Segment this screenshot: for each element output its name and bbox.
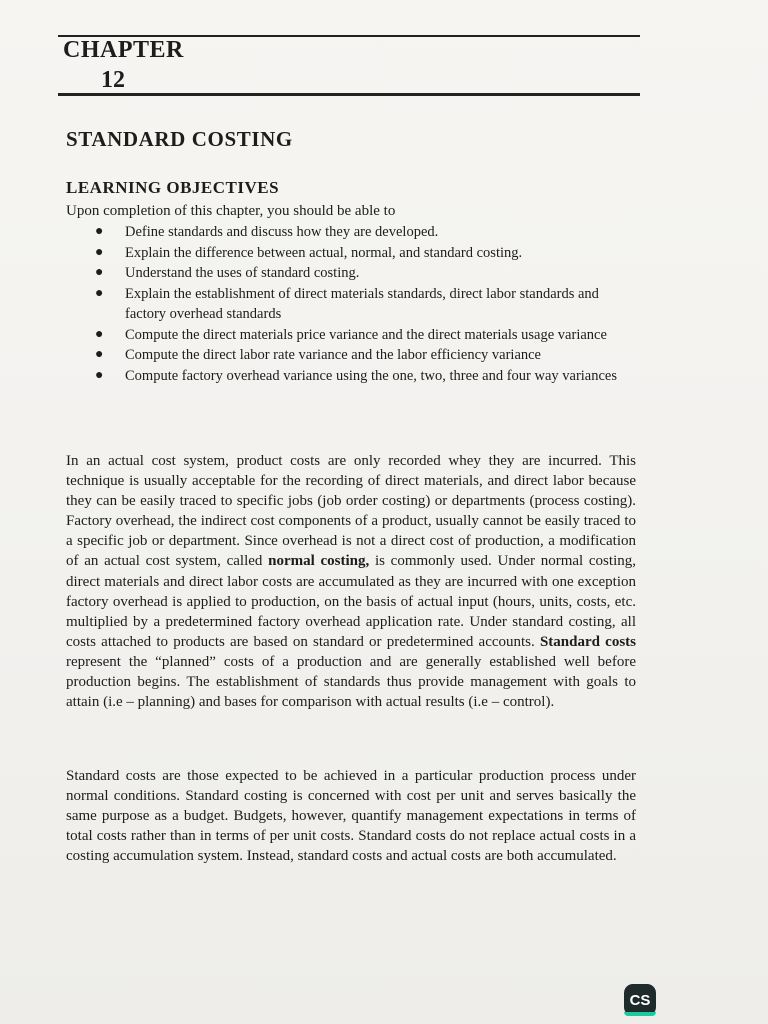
objective-text: Compute the direct labor rate variance and the labor efficiency variance — [125, 347, 541, 363]
objectives-intro: Upon completion of this chapter, you should be able to — [66, 203, 396, 219]
objective-text: Understand the uses of standard costing. — [125, 265, 360, 281]
list-item — [90, 325, 640, 346]
chapter-number: 12 — [101, 67, 125, 93]
bullet-icon: ● — [95, 285, 104, 301]
paragraph-text: is commonly used. Under normal costing, direct materials and direct labor costs are accumulated as they are incurred with one exception factory overhead is applied to production, on the basis of actual input (hours, units, costs, etc. multiplied by a predetermined factory overhead application rate. Under standard costing, all costs attached to products are based on standard or predetermined accounts. — [66, 553, 636, 650]
bottom-rule — [58, 93, 640, 96]
body-paragraph-1 — [66, 451, 636, 712]
paragraph-text: In an actual cost system, product costs are only recorded whey they are incurred. This technique is usually acceptable for the recording of direct materials, and direct labor because they can be easily traced to specific jobs (job order costing) or departments (process costing). Factory overhead, the indirect cost components of a product, usually cannot be easily traced to a specific job or department. Since overhead is not a direct cost of production, a modification of an actual cost system, called — [66, 453, 636, 570]
objective-text: Compute factory overhead variance using the one, two, three and four way variances — [125, 367, 618, 384]
bold-term: normal costing, — [268, 553, 370, 570]
body-paragraph-2: Standard costs are those expected to be achieved in a particular production process under normal conditions. Standard costing is concerned with cost per unit and serves basically the same purpose as a budget. Budgets, however, quantify management expectations in terms of total costs rather than in terms of per unit costs. Standard costs do not replace actual costs in a costing accumulation system. Instead, standard costs and actual costs are both accumulated. — [66, 768, 636, 865]
page-title: STANDARD COSTING — [66, 127, 293, 151]
paragraph-text: represent the “planned” costs of a production and are generally established well before production begins. The establishment of standards thus provide management with goals to attain (i.e – planning) and bases for comparison with actual results (i.e – control). — [66, 653, 636, 711]
bullet-icon: ● — [95, 347, 104, 362]
list-item — [90, 345, 640, 366]
list-item — [90, 284, 640, 325]
camscanner-logo-icon: CS — [624, 984, 656, 1016]
objectives-heading: LEARNING OBJECTIVES — [66, 178, 280, 197]
objective-text: Compute the direct materials price variance and the direct materials usage variance — [125, 326, 607, 343]
list-item — [90, 263, 640, 284]
objective-text: Define standards and discuss how they are developed. — [125, 224, 439, 240]
bullet-icon: ● — [95, 224, 104, 239]
chapter-label: CHAPTER — [63, 37, 184, 63]
bullet-icon: ● — [95, 265, 104, 280]
list-item — [90, 222, 640, 243]
objective-text: Explain the establishment of direct materials standards, direct labor standards and factory overhead standards — [125, 285, 599, 322]
objectives-list — [90, 222, 640, 386]
bullet-icon: ● — [95, 244, 104, 260]
list-item — [90, 243, 640, 264]
bold-term: Standard costs — [539, 633, 636, 650]
bullet-icon: ● — [95, 326, 104, 342]
objective-text: Explain the difference between actual, normal, and standard costing. — [125, 244, 523, 261]
list-item — [90, 366, 640, 387]
bullet-icon: ● — [95, 367, 104, 383]
